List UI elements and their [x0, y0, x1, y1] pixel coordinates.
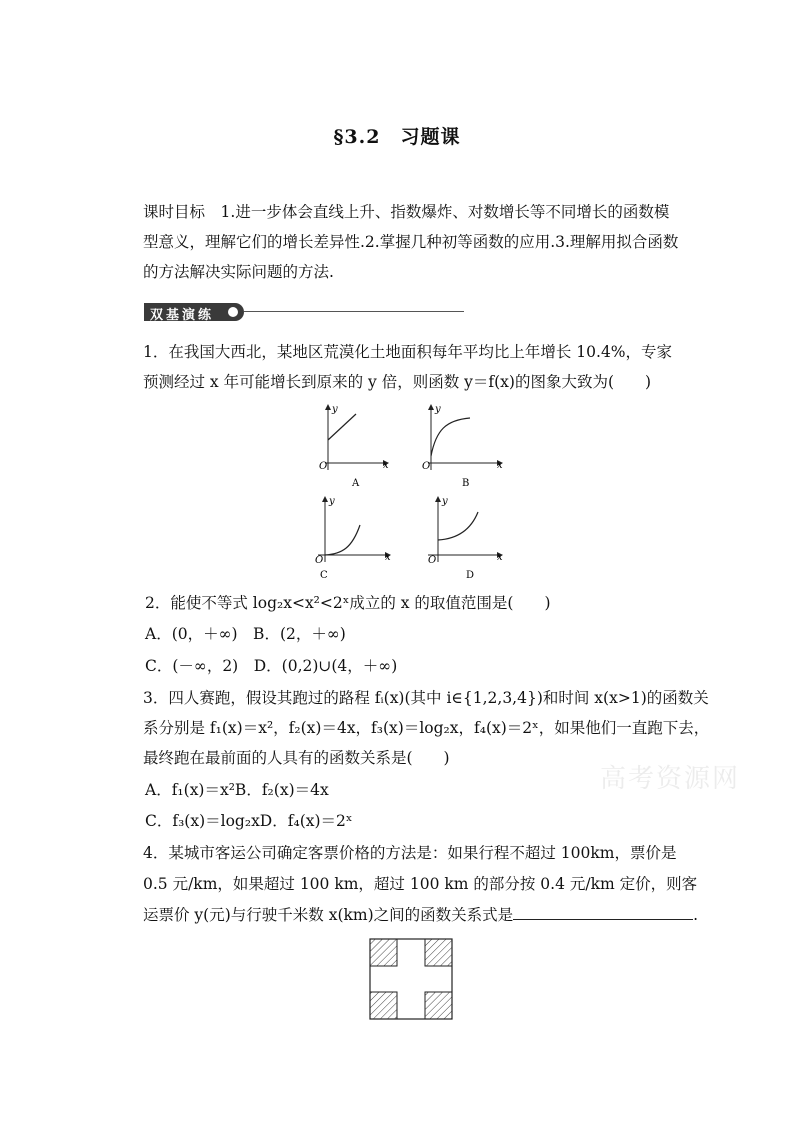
graph-a-curve	[328, 414, 356, 440]
graph-d-origin: O	[428, 555, 437, 566]
question-4-line-2: 0.5 元/km，如果超过 100 km，超过 100 km 的部分按 0.4 元/km 定价，则客	[143, 875, 698, 893]
question-4-line-1: 4．某城市客运公司确定客票价格的方法是：如果行程不超过 100km，票价是	[143, 844, 677, 862]
question-3-line-3: 最终跑在最前面的人具有的函数关系是( )	[143, 749, 450, 767]
question-3-options-ab: A．f₁(x)＝x²B．f₂(x)＝4x	[145, 781, 329, 799]
graph-a-y-label: y	[332, 404, 338, 415]
hatched-corner-tl	[370, 939, 397, 966]
question-4-end: .	[693, 906, 699, 924]
hatched-corner-br	[425, 992, 452, 1019]
graph-c-x-label: x	[385, 552, 391, 563]
question-2-options-cd: C．(－∞，2) D．(0,2)∪(4，＋∞)	[145, 657, 398, 675]
graph-c-origin: O	[315, 555, 324, 566]
bullet-icon	[228, 307, 238, 317]
question-4-text-3: 运票价 y(元)与行驶千米数 x(km)之间的函数关系式是	[143, 906, 514, 924]
section-divider	[244, 311, 464, 312]
question-4-line-3	[143, 905, 699, 925]
hatched-corner-tr	[425, 939, 452, 966]
graph-c-y-label: y	[329, 496, 335, 507]
graph-a-origin: O	[319, 461, 328, 472]
graph-d-label: D	[466, 570, 475, 581]
objectives-line-3: 的方法解决实际问题的方法.	[143, 263, 334, 281]
objectives-line-1	[143, 202, 683, 222]
graph-b	[422, 404, 503, 489]
section-label: 双基演练	[150, 308, 215, 323]
answer-graphs	[310, 400, 520, 585]
graph-c-label: C	[320, 570, 328, 581]
graph-d-curve	[438, 512, 478, 540]
graph-a	[319, 404, 389, 489]
graph-b-curve	[431, 418, 470, 456]
section-header	[144, 303, 464, 321]
question-3-line-2: 系分别是 f₁(x)＝x²，f₂(x)＝4x，f₃(x)＝log₂x，f₄(x)＝2ˣ，如果他们一直跑下去，	[143, 719, 710, 737]
graph-c	[315, 496, 391, 581]
graph-b-origin: O	[422, 461, 431, 472]
objectives-line-2: 型意义，理解它们的增长差异性.2.掌握几种初等函数的应用.3.理解用拟合函数	[143, 233, 679, 251]
section-label-box	[144, 303, 244, 321]
question-3-line-1: 3．四人赛跑，假设其跑过的路程 fᵢ(x)(其中 i∈{1,2,3,4})和时间 x(x>1)的函数关	[143, 689, 709, 707]
graph-c-curve	[325, 525, 360, 555]
cross-figure	[369, 938, 453, 1020]
question-3-options-cd: C．f₃(x)＝log₂xD．f₄(x)＝2ˣ	[145, 812, 353, 830]
graph-a-label: A	[352, 478, 360, 489]
objectives-label: 课时目标	[143, 203, 206, 221]
question-1-line-1: 1．在我国大西北，某地区荒漠化土地面积每年平均比上年增长 10.4%，专家	[143, 343, 673, 361]
graph-a-x-label: x	[383, 460, 389, 471]
graph-d-x-label: x	[497, 552, 503, 563]
question-2-options-ab: A．(0，＋∞) B．(2，＋∞)	[145, 625, 346, 643]
hatched-corner-bl	[370, 992, 397, 1019]
graph-d-y-label: y	[442, 496, 448, 507]
graph-b-x-label: x	[497, 460, 503, 471]
question-2-stem: 2．能使不等式 log₂x<x²<2ˣ成立的 x 的取值范围是( )	[145, 594, 551, 612]
watermark: 高考资源网	[600, 764, 741, 794]
objectives-text-1: 1.进一步体会直线上升、指数爆炸、对数增长等不同增长的函数模	[220, 203, 670, 221]
graph-d	[428, 496, 503, 581]
graph-b-y-label: y	[435, 404, 441, 415]
page-title: §3.2 习题课	[333, 126, 461, 148]
answer-blank	[513, 905, 693, 920]
question-1-line-2: 预测经过 x 年可能增长到原来的 y 倍，则函数 y＝f(x)的图象大致为( )	[143, 373, 652, 391]
graph-b-label: B	[462, 478, 470, 489]
